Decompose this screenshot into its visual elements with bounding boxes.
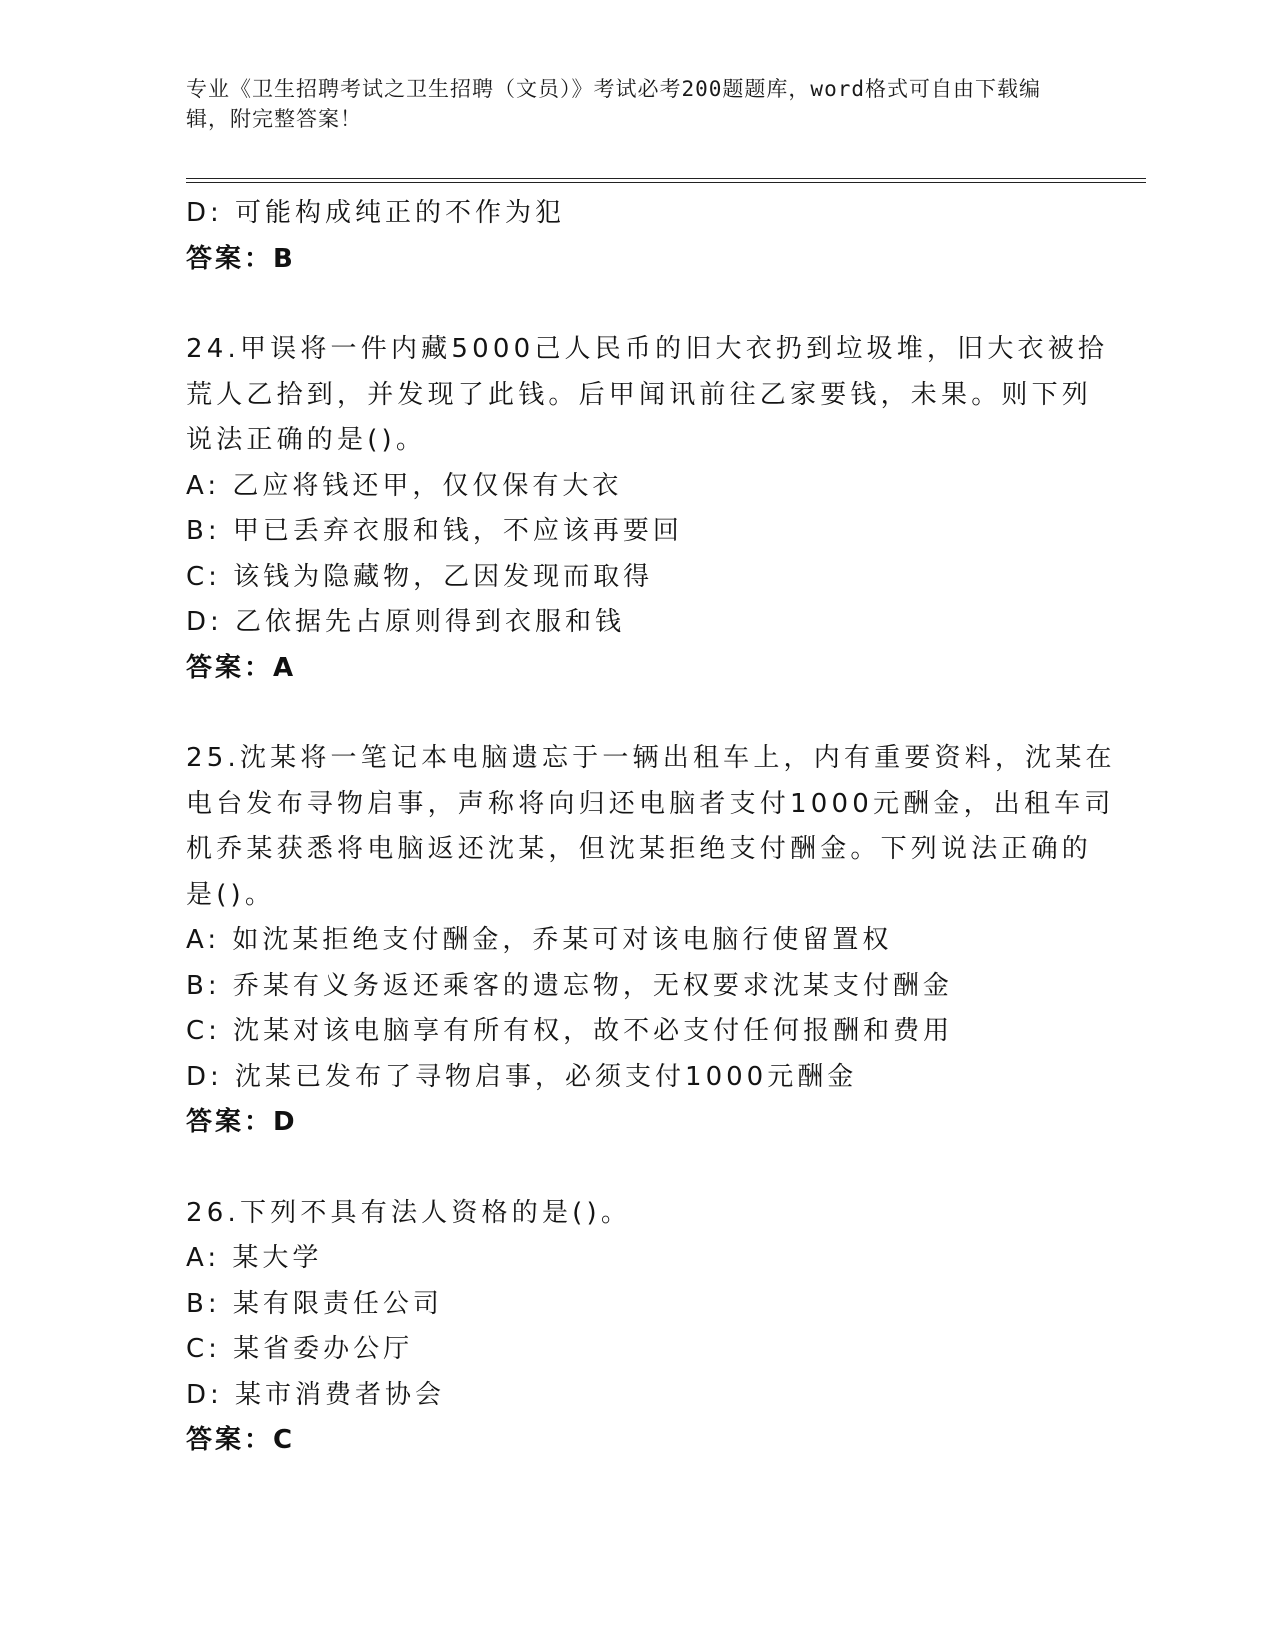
option-a: A: 某大学 bbox=[186, 1243, 323, 1273]
answer-line: 答案：B bbox=[186, 243, 296, 274]
question-stem-line: 是()。 bbox=[186, 879, 276, 910]
answer-line: 答案：D bbox=[186, 1107, 298, 1137]
option-c: C: 某省委办公厅 bbox=[186, 1334, 414, 1364]
question-stem-line: 26.下列不具有法人资格的是()。 bbox=[186, 1197, 632, 1228]
option-b: B: 乔某有义务返还乘客的遗忘物，无权要求沈某支付酬金 bbox=[186, 970, 953, 1001]
option-d: D: 乙依据先占原则得到衣服和钱 bbox=[186, 607, 626, 637]
spacer bbox=[186, 691, 1076, 736]
header-rule-top bbox=[186, 178, 1146, 179]
option-b: B: 甲已丢弃衣服和钱，不应该再要回 bbox=[186, 516, 683, 546]
document-header: 专业《卫生招聘考试之卫生招聘（文员）》考试必考200题题库，word格式可自由下载编辑，附完整答案！ bbox=[186, 77, 1041, 131]
answer-line: 答案：A bbox=[186, 652, 297, 683]
question-stem-line: 25.沈某将一笔记本电脑遗忘于一辆出租车上，内有重要资料，沈某在 bbox=[186, 743, 1116, 773]
question-block bbox=[186, 327, 1109, 691]
option-a: A: 乙应将钱还甲，仅仅保有大衣 bbox=[186, 470, 623, 501]
spacer bbox=[186, 1146, 1076, 1191]
option-d: D: 某市消费者协会 bbox=[186, 1379, 446, 1410]
option-c: C: 该钱为隐藏物，乙因发现而取得 bbox=[186, 561, 654, 592]
question-stem-line: 电台发布寻物启事，声称将向归还电脑者支付1000元酬金，出租车司 bbox=[186, 788, 1115, 819]
option-d: D: 可能构成纯正的不作为犯 bbox=[186, 198, 566, 228]
header-rule-bottom bbox=[186, 182, 1146, 183]
question-stem-line: 机乔某获悉将电脑返还沈某，但沈某拒绝支付酬金。下列说法正确的 bbox=[186, 834, 1093, 864]
answer-line: 答案：C bbox=[186, 1425, 296, 1455]
option-a: A: 如沈某拒绝支付酬金，乔某可对该电脑行使留置权 bbox=[186, 925, 893, 955]
question-content bbox=[186, 191, 1116, 1464]
question-block bbox=[186, 1191, 1076, 1464]
option-d: D: 沈某已发布了寻物启事，必须支付1000元酬金 bbox=[186, 1061, 858, 1092]
question-stem-line: 说法正确的是()。 bbox=[186, 425, 427, 455]
question-stem-line: 荒人乙拾到，并发现了此钱。后甲闻讯前往乙家要钱，未果。则下列 bbox=[186, 379, 1093, 410]
question-block bbox=[186, 736, 1116, 1146]
option-b: B: 某有限责任公司 bbox=[186, 1288, 443, 1319]
question-stem-line: 24.甲误将一件内藏5000己人民币的旧大衣扔到垃圾堆，旧大衣被拾 bbox=[186, 334, 1109, 364]
option-c: C: 沈某对该电脑享有所有权，故不必支付任何报酬和费用 bbox=[186, 1016, 954, 1046]
spacer bbox=[186, 282, 1076, 327]
